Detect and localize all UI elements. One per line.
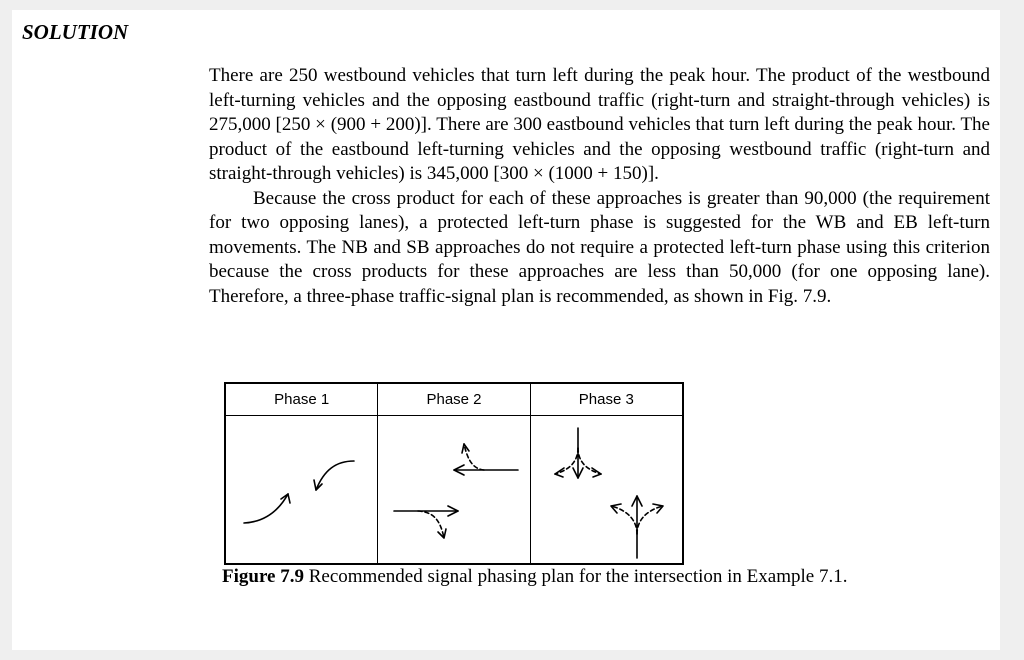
figure-caption [222,566,847,588]
phasing-figure [224,382,684,565]
figure-caption-label: Figure 7.9 [222,566,304,587]
figure-diagram-row [226,416,682,564]
document-page [12,10,1000,650]
phase-2-header: Phase 2 [377,384,529,415]
paragraph-1: There are 250 westbound vehicles that turn left during the peak hour. The product of the westbound left-turning vehicles and the opposing eastbound traffic (right-turn and straight-through vehicles) is 275,000 [250 × (900 + 200)]. There are 300 eastbound vehicles that turn left during the peak hour. The product of the eastbound left-turning vehicles and the opposing westbound traffic (right-turn and straight-through vehicles) is 345,000 [300 × (1000 + 150)]. [209,65,990,184]
paragraph-2: Because the cross product for each of these approaches is greater than 90,000 (the requirement for two opposing lanes), a protected left-turn phase is suggested for the WB and EB left-turn movements. The NB and SB approaches do not require a protected left-turn phase using this criterion because the cross products for these approaches are less than 50,000 (for one opposing lane). Therefore, a three-phase traffic-signal plan is recommended, as shown in Fig. 7.9. [209,187,990,307]
phase-3-arrows [531,416,683,564]
solution-heading: SOLUTION [22,20,129,44]
solution-text [209,64,990,309]
figure-caption-text: Recommended signal phasing plan for the intersection in Example 7.1. [308,566,848,587]
phase-2-arrows [378,416,530,564]
phase-1-header: Phase 1 [274,391,330,408]
phase-1-arrows [226,416,378,564]
wb-left-turn-arrow [316,461,354,490]
phase-2-diagram [377,416,529,564]
phase-1-diagram [226,416,377,564]
phase-3-header: Phase 3 [530,384,682,415]
figure-header-row [226,384,682,416]
phase-3-diagram [530,416,682,564]
